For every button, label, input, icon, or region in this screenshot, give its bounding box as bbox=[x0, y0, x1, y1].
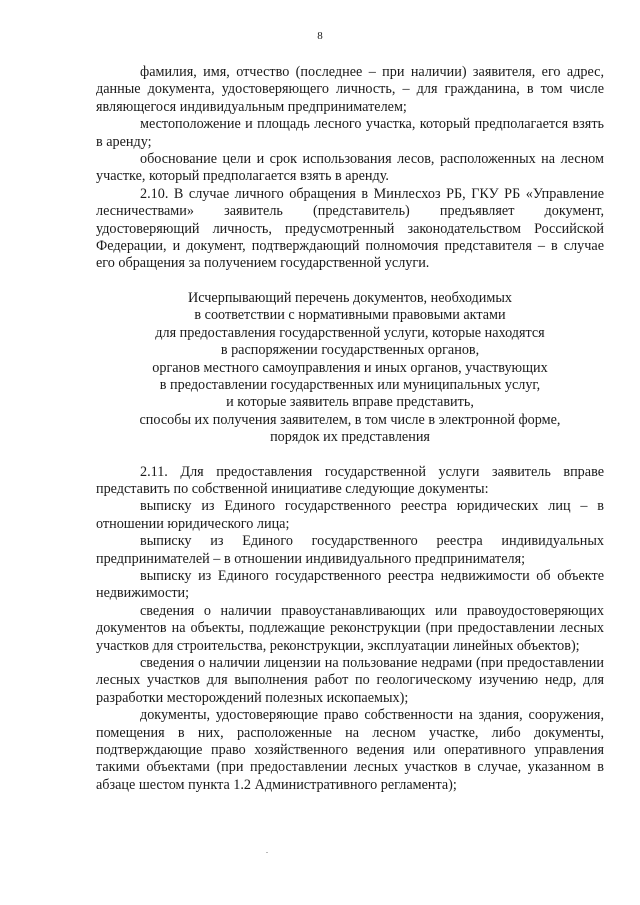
heading-line: порядок их представления bbox=[270, 429, 430, 446]
paragraph-egrn-extract: выписку из Единого государственного реестра недвижимости об объекте недвижимости; bbox=[96, 567, 604, 602]
section-heading bbox=[96, 290, 604, 447]
scan-dot bbox=[266, 852, 268, 853]
paragraph-egrul-extract: выписку из Единого государственного реестра юридических лиц – в отношении юридического лица; bbox=[96, 498, 604, 532]
paragraph-ownership-documents: документы, удостоверяющие право собственности на здания, сооружения, помещения в них, расположенные на лесном участке, либо документы, подтверждающие право хозяйственного ведения или оперативного управления такими объектами (при предоставлении лесных участков в случае, указанном в абзаце шестом пункта 1.2 Административного регламента); bbox=[96, 707, 604, 793]
paragraph-title-documents: сведения о наличии правоустанавливающих или правоудостоверяющих документов на объекты, подлежащие реконструкции (при предоставлении лесных участков для строительства, реконструкции, эксплуатации линейных объектов); bbox=[96, 602, 604, 654]
heading-line: способы их получения заявителем, в том числе в электронной форме, bbox=[139, 411, 561, 428]
paragraph-egrip-extract: выписку из Единого государственного реестра индивидуальных предпринимателей – в отношении индивидуального предпринимателя; bbox=[96, 533, 604, 567]
heading-line: Исчерпывающий перечень документов, необходимых bbox=[188, 289, 512, 306]
paragraph-2-10: 2.10. В случае личного обращения в Минлесхоз РБ, ГКУ РБ «Управление лесничествами» заявитель (представитель) предъявляет документ, удостоверяющий личность, предусмотренный законодательством Российской Федерации, и документ, подтверждающий полномочия представителя – в случае его обращения за получением государственной услуги. bbox=[96, 185, 604, 272]
document-body bbox=[96, 64, 604, 794]
heading-line: в предоставлении государственных или муниципальных услуг, bbox=[159, 376, 541, 393]
page-number: 8 bbox=[317, 30, 323, 42]
heading-line: органов местного самоуправления и иных органов, участвующих bbox=[152, 359, 548, 376]
heading-line: в соответствии с нормативными правовыми актами bbox=[194, 307, 506, 324]
heading-line: для предоставления государственной услуги, которые находятся bbox=[155, 324, 545, 341]
paragraph-applicant-name: фамилия, имя, отчество (последнее – при наличии) заявителя, его адрес, данные документа, удостоверяющего личность, – для гражданина, в том числе являющегося индивидуальным предпринимателем; bbox=[96, 64, 604, 115]
heading-line: и которые заявитель вправе представить, bbox=[226, 394, 474, 411]
paragraph-usage-justification: обоснование цели и срок использования лесов, расположенных на лесном участке, который предполагается взять в аренду. bbox=[96, 151, 604, 185]
paragraph-subsoil-license: сведения о наличии лицензии на пользование недрами (при предоставлении лесных участков для выполнения работ по геологическому изучению недр, для разработки месторождений полезных ископаемых); bbox=[96, 655, 604, 706]
paragraph-2-11: 2.11. Для предоставления государственной услуги заявитель вправе представить по собственной инициативе следующие документы: bbox=[96, 463, 604, 497]
heading-line: в распоряжении государственных органов, bbox=[220, 342, 480, 359]
paragraph-plot-location: местоположение и площадь лесного участка, который предполагается взять в аренду; bbox=[96, 116, 604, 150]
